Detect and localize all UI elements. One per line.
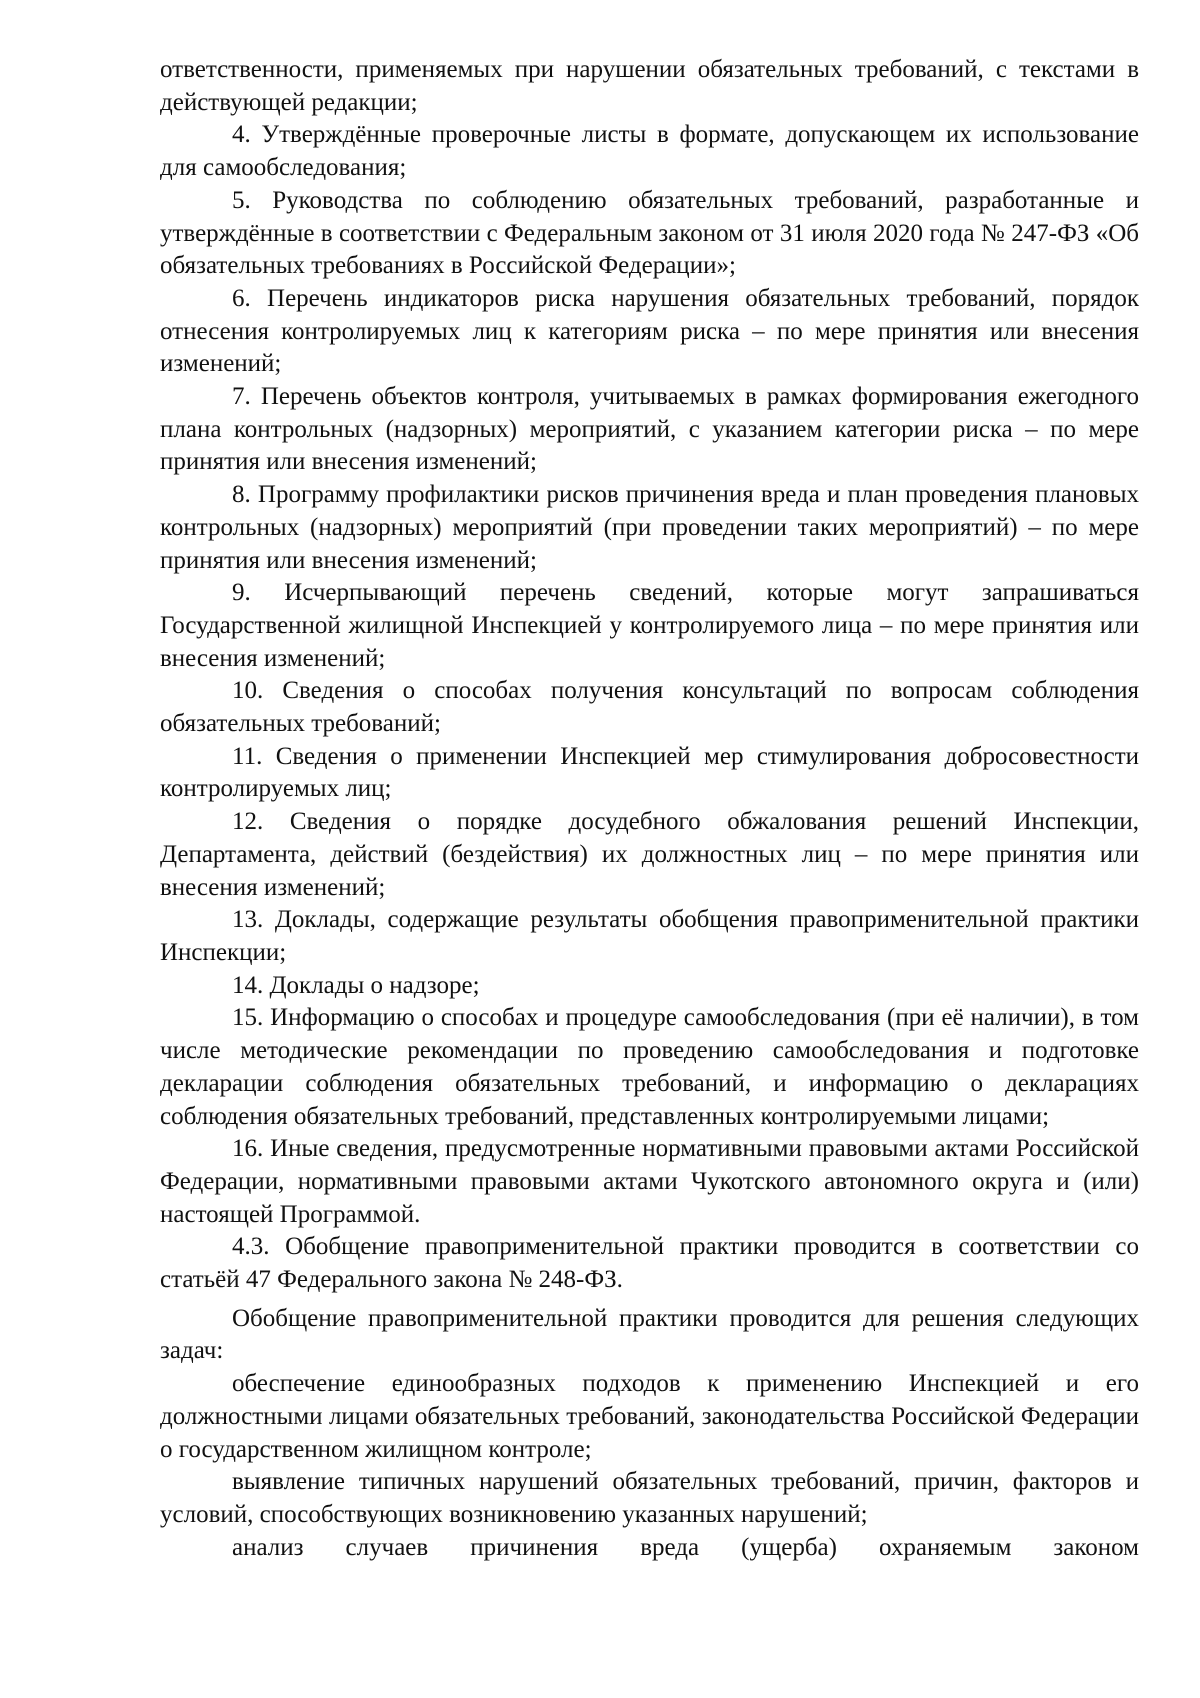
paragraph-item-8: 8. Программу профилактики рисков причинения вреда и план проведения плановых контрольных (надзорных) мероприятий (при проведении таких мероприятий) – по мере принятия или внесения изменений; [160, 481, 1139, 574]
paragraph-item-5: 5. Руководства по соблюдению обязательных требований, разработанные и утверждённые в соответствии с Федеральным законом от 31 июля 2020 года № 247-ФЗ «Об обязательных требованиях в Российской Федерации»; [160, 186, 1139, 280]
paragraph-item-14: 14. Доклады о надзоре; [232, 971, 480, 999]
paragraph-task-3: анализ случаев причинения вреда (ущерба) охраняемым законом [232, 1533, 1139, 1561]
paragraph-item-13: 13. Доклады, содержащие результаты обобщения правоприменительной практики Инспекции; [160, 906, 1139, 966]
paragraph-continuation: ответственности, применяемых при нарушении обязательных требований, с текстами в действующей редакции; [160, 56, 1139, 116]
paragraph-item-16: 16. Иные сведения, предусмотренные нормативными правовыми актами Российской Федерации, нормативными правовыми актами Чукотского автономного округа и (или) настоящей Программой. [160, 1135, 1139, 1228]
paragraph-generalization-goals: Обобщение правоприменительной практики проводится для решения следующих задач: [160, 1304, 1139, 1365]
document-page [160, 54, 1139, 1564]
paragraph-section-4-3: 4.3. Обобщение правоприменительной практики проводится в соответствии со статьёй 47 Федерального закона № 248-ФЗ. [160, 1233, 1139, 1294]
paragraph-item-15: 15. Информацию о способах и процедуре самообследования (при её наличии), в том числе методические рекомендации по проведению самообследования и подготовке декларации соблюдения обязательных требований, и информацию о декларациях соблюдения обязательных требований, представленных контролируемыми лицами; [160, 1004, 1139, 1130]
paragraph-item-11: 11. Сведения о применении Инспекцией мер стимулирования добросовестности контролируемых лиц; [160, 742, 1139, 803]
paragraph-task-1: обеспечение единообразных подходов к применению Инспекцией и его должностными лицами обязательных требований, законодательства Российской Федерации о государственном жилищном контроле; [160, 1370, 1139, 1463]
paragraph-item-4: 4. Утверждённые проверочные листы в формате, допускающем их использование для самообследования; [160, 121, 1139, 182]
paragraph-item-12: 12. Сведения о порядке досудебного обжалования решений Инспекции, Департамента, действий (бездействия) их должностных лиц – по мере принятия или внесения изменений; [160, 808, 1139, 901]
paragraph-item-9: 9. Исчерпывающий перечень сведений, которые могут запрашиваться Государственной жилищной Инспекцией у контролируемого лица – по мере принятия или внесения изменений; [160, 579, 1139, 672]
paragraph-item-7: 7. Перечень объектов контроля, учитываемых в рамках формирования ежегодного плана контрольных (надзорных) мероприятий, с указанием категории риска – по мере принятия или внесения изменений; [160, 383, 1139, 476]
paragraph-item-6: 6. Перечень индикаторов риска нарушения обязательных требований, порядок отнесения контролируемых лиц к категориям риска – по мере принятия или внесения изменений; [160, 284, 1139, 378]
paragraph-task-2: выявление типичных нарушений обязательных требований, причин, факторов и условий, способствующих возникновению указанных нарушений; [160, 1468, 1139, 1528]
paragraph-item-10: 10. Сведения о способах получения консультаций по вопросам соблюдения обязательных требований; [160, 677, 1139, 738]
